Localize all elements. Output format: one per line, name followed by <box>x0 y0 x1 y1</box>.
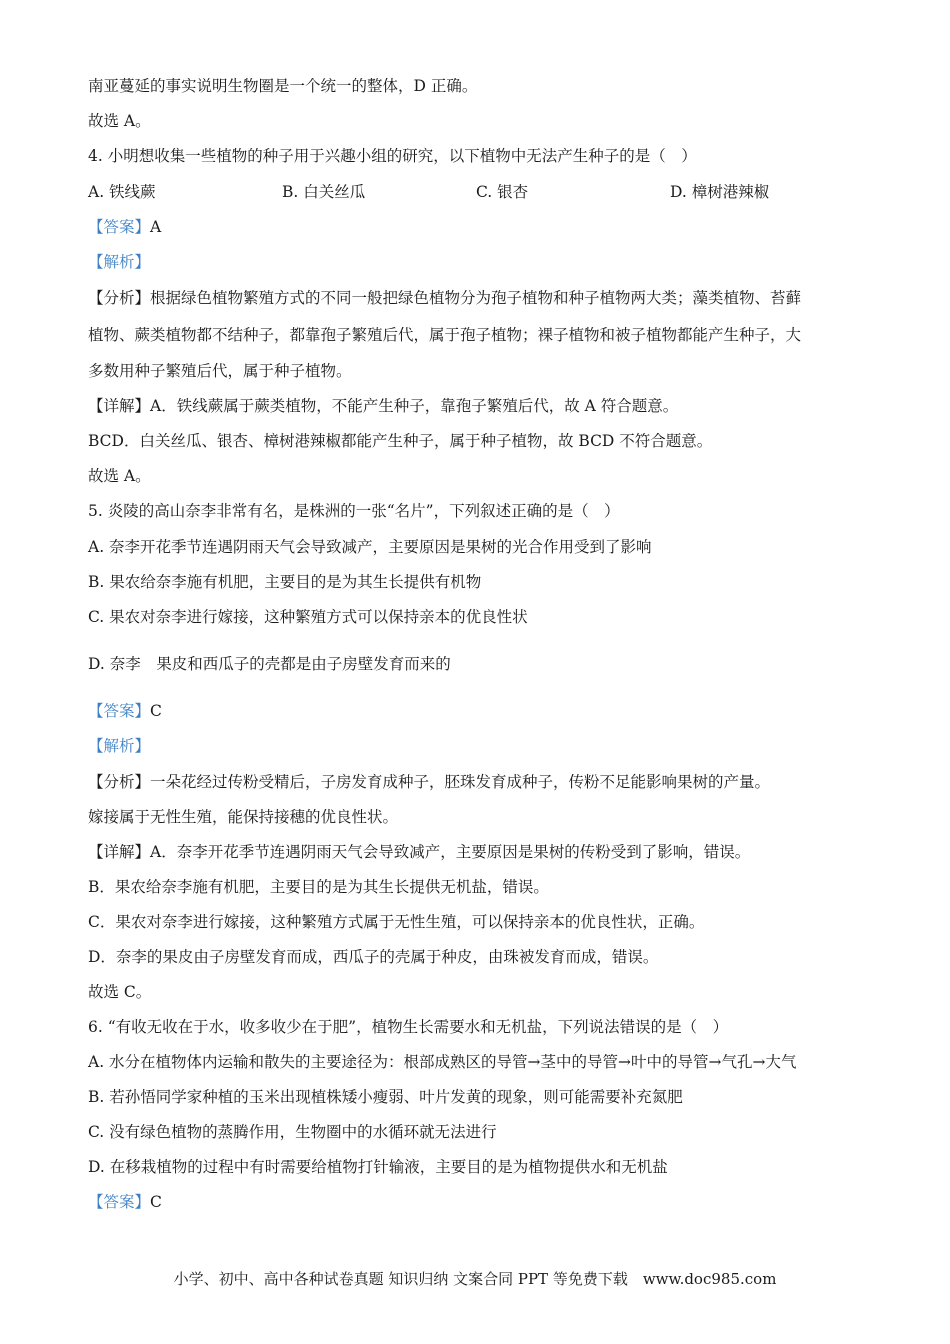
q4-option-d: D. 樟树港辣椒 <box>670 183 770 201</box>
q4-analysis-heading <box>88 251 150 273</box>
q5-option-d: D. 奈李 果皮和西瓜子的壳都是由子房壁发育而来的 <box>88 655 451 673</box>
q6-option-d: D. 在移栽植物的过程中有时需要给植物打针输液，主要目的是为植物提供水和无机盐 <box>88 1158 668 1176</box>
q5-fenxi <box>88 771 770 793</box>
q4-option-c: C. 银杏 <box>476 183 529 201</box>
q4-option-b: B. 白关丝瓜 <box>282 183 366 201</box>
text-line: BCD．白关丝瓜、银杏、樟树港辣椒都能产生种子，属于种子植物，故 BCD 不符合题意。 <box>88 432 713 450</box>
q5-answer <box>88 700 162 722</box>
q4-xiangjie <box>88 395 678 417</box>
text-line: 南亚蔓延的事实说明生物圈是一个统一的整体，D 正确。 <box>88 77 478 95</box>
q4-fenxi <box>88 287 801 309</box>
q5-xiangjie <box>88 841 750 863</box>
text-line: B．果农给奈李施有机肥，主要目的是为其生长提供无机盐，错误。 <box>88 878 549 896</box>
answer-tag: 【答案】 <box>88 1193 151 1211</box>
question-6: 6. “有收无收在于水，收多收少在于肥”，植物生长需要水和无机盐，下列说法错误的是（ ） <box>88 1018 729 1036</box>
q4-conclusion: 故选 A。 <box>88 467 151 485</box>
xiangjie-tag: 【详解】 <box>88 397 151 415</box>
text-line: 故选 A。 <box>88 112 151 130</box>
answer-value: A <box>150 218 162 236</box>
q5-analysis-heading <box>88 735 150 757</box>
q5-option-b: B. 果农给奈李施有机肥，主要目的是为其生长提供有机物 <box>88 573 482 591</box>
q5-option-c: C. 果农对奈李进行嫁接，这种繁殖方式可以保持亲本的优良性状 <box>88 608 528 626</box>
answer-value: C <box>150 1193 162 1211</box>
q4-option-a: A. 铁线蕨 <box>88 183 156 201</box>
fenxi-text: 根据绿色植物繁殖方式的不同一般把绿色植物分为孢子植物和种子植物两大类；藻类植物、苔藓 <box>150 289 802 307</box>
xiangjie-text: A．铁线蕨属于蕨类植物，不能产生种子，靠孢子繁殖后代，故 A 符合题意。 <box>150 397 679 415</box>
text-line: 植物、蕨类植物都不结种子，都靠孢子繁殖后代，属于孢子植物；裸子植物和被子植物都能产生种子，大 <box>88 326 802 344</box>
xiangjie-text: A．奈李开花季节连遇阴雨天气会导致减产，主要原因是果树的传粉受到了影响，错误。 <box>150 843 751 861</box>
xiangjie-tag: 【详解】 <box>88 843 151 861</box>
text-line: C．果农对奈李进行嫁接，这种繁殖方式属于无性生殖，可以保持亲本的优良性状，正确。 <box>88 913 705 931</box>
q5-option-a: A. 奈李开花季节连遇阴雨天气会导致减产，主要原因是果树的光合作用受到了影响 <box>88 538 652 556</box>
question-4: 4. 小明想收集一些植物的种子用于兴趣小组的研究，以下植物中无法产生种子的是（ ） <box>88 147 697 165</box>
fenxi-text: 一朵花经过传粉受精后，子房发育成种子，胚珠发育成种子，传粉不足能影响果树的产量。 <box>150 773 771 791</box>
question-5: 5. 炎陵的高山奈李非常有名，是株洲的一张“名片”，下列叙述正确的是（ ） <box>88 502 620 520</box>
answer-tag: 【答案】 <box>88 702 151 720</box>
fenxi-tag: 【分析】 <box>88 773 151 791</box>
q6-answer <box>88 1191 162 1213</box>
q6-option-a: A. 水分在植物体内运输和散失的主要途径为：根部成熟区的导管→茎中的导管→叶中的导管→气孔→大气 <box>88 1053 797 1071</box>
q4-answer <box>88 216 161 238</box>
q5-conclusion: 故选 C。 <box>88 983 152 1001</box>
analysis-tag: 【解析】 <box>88 253 151 271</box>
text-line: 多数用种子繁殖后代，属于种子植物。 <box>88 362 352 380</box>
text-line: D．奈李的果皮由子房壁发育而成，西瓜子的壳属于种皮，由珠被发育而成，错误。 <box>88 948 659 966</box>
page-footer: 小学、初中、高中各种试卷真题 知识归纳 文案合同 PPT 等免费下载 www.doc985.com <box>173 1270 777 1288</box>
text-line: 嫁接属于无性生殖，能保持接穗的优良性状。 <box>88 808 399 826</box>
q6-option-c: C. 没有绿色植物的蒸腾作用，生物圈中的水循环就无法进行 <box>88 1123 497 1141</box>
fenxi-tag: 【分析】 <box>88 289 151 307</box>
analysis-tag: 【解析】 <box>88 737 151 755</box>
answer-tag: 【答案】 <box>88 218 151 236</box>
q6-option-b: B. 若孙悟同学家种植的玉米出现植株矮小瘦弱、叶片发黄的现象，则可能需要补充氮肥 <box>88 1088 683 1106</box>
answer-value: C <box>150 702 162 720</box>
